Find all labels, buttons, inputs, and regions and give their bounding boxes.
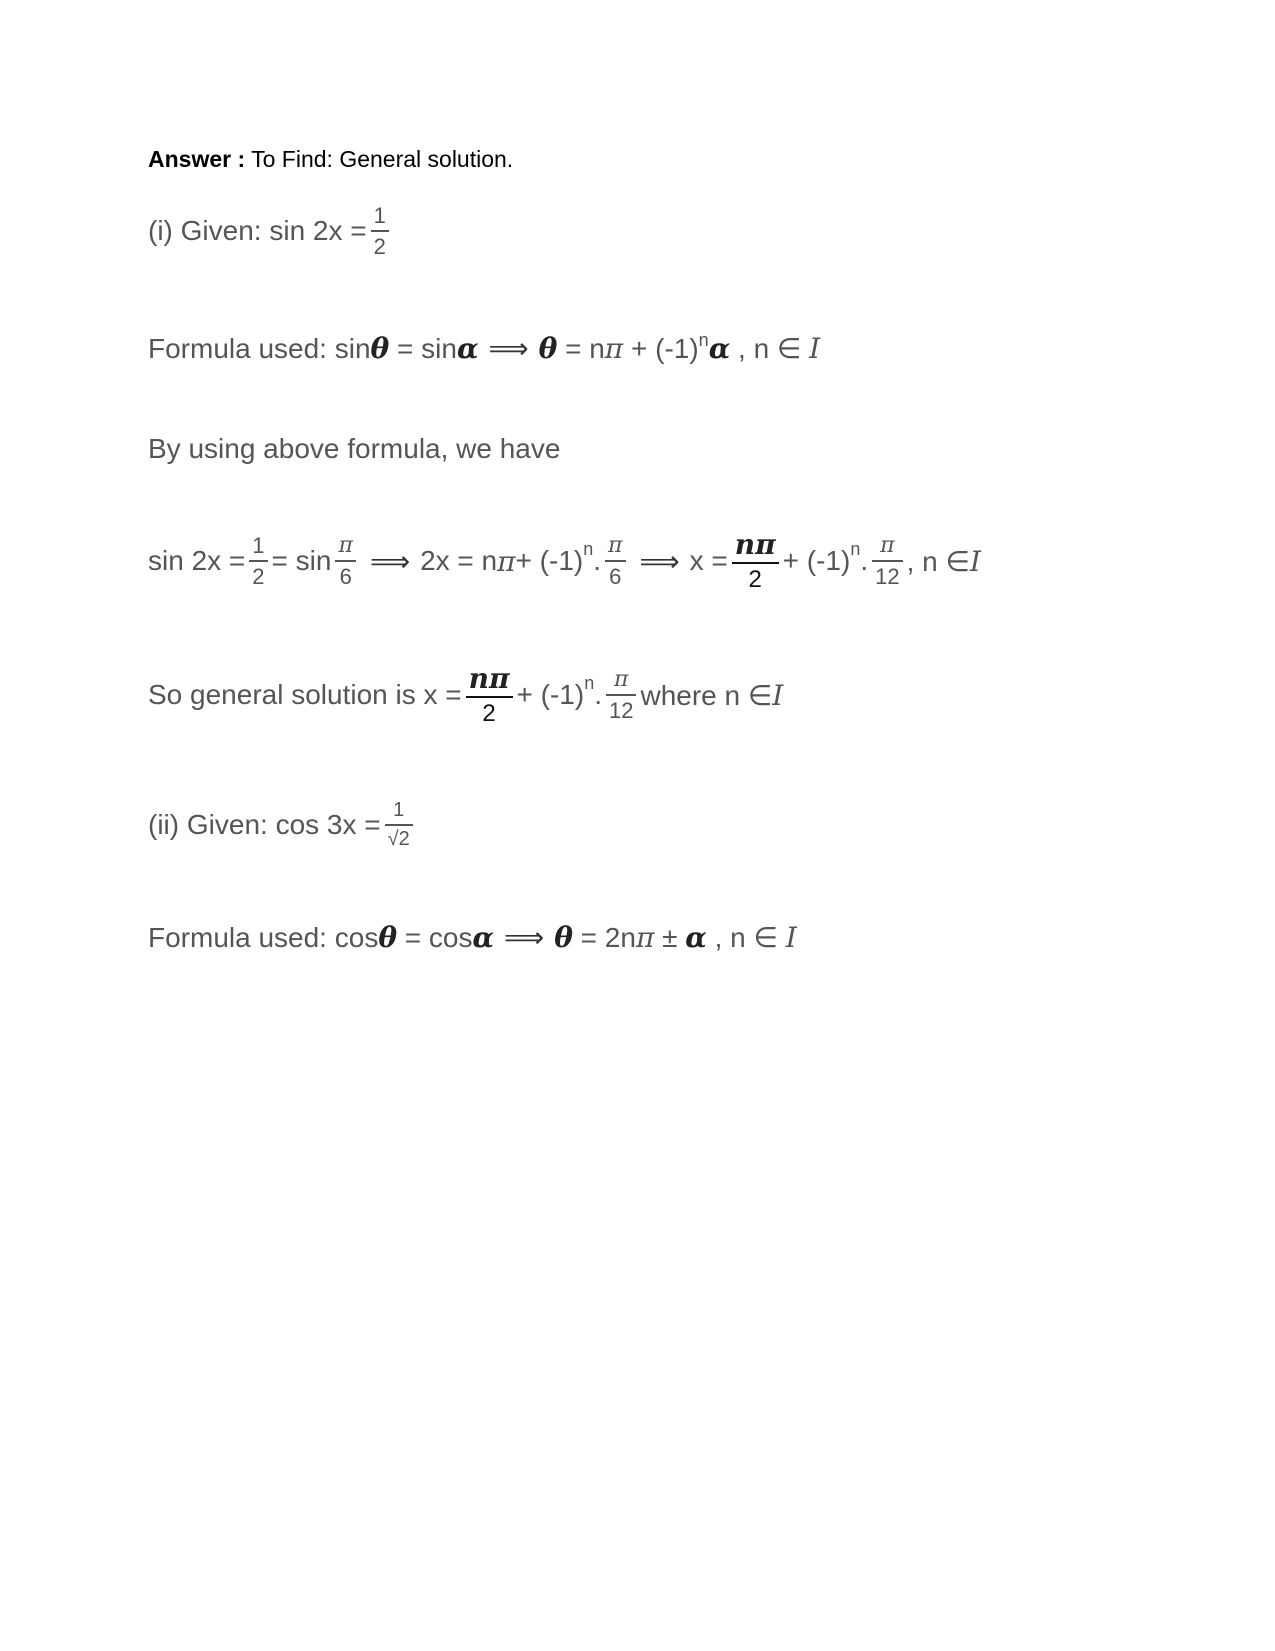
theta-symbol: θ [378,921,398,954]
integers-symbol: I [809,332,821,365]
derivation-text: , n ∈ [906,545,970,577]
superscript: n [584,672,595,693]
answer-header [148,146,513,173]
formula-text: Formula used: cos [148,922,379,953]
frac-denominator: 2 [373,234,386,260]
implies-arrow: ⟹ [639,545,680,577]
frac-denominator: 2 [252,564,265,590]
fraction-npi-over-2 [732,530,779,593]
answer-label: Answer : [148,146,246,172]
frac-bar [605,560,625,562]
frac-numerator: 1 [393,799,405,821]
given-2-fraction [385,800,413,850]
formula-text: = 2n [572,922,636,953]
frac-bar [335,560,355,562]
general-solution-line [148,664,783,727]
alpha-symbol: α [456,332,479,365]
frac-bar [872,560,902,562]
formula-2 [148,921,797,954]
frac-bar [606,694,636,696]
plus-minus-symbol: ± [654,922,686,953]
theta-symbol: θ [554,921,573,954]
frac-numerator: nπ [468,662,510,695]
frac-bar [466,696,513,698]
general-solution-text: + (-1) [516,679,585,711]
frac-numerator: nπ [734,528,776,561]
derivation-text: + (-1) [782,545,851,577]
frac-denominator: 12 [875,564,900,590]
superscript: n [698,330,709,350]
alpha-symbol: α [472,921,495,954]
general-solution-text: So general solution is x = [148,679,462,711]
frac-numerator: π [880,533,895,559]
alpha-symbol: α [708,332,731,365]
general-solution-text: . [594,679,602,711]
frac-numerator: π [613,667,629,693]
formula-text: , n ∈ [730,333,810,364]
pi-symbol: π [604,332,624,365]
given-2 [148,800,417,850]
superscript: n [850,538,861,559]
frac-denominator: 2 [482,700,496,728]
derivation-text: . [860,545,869,577]
pi-symbol: π [635,921,655,954]
given-1-fraction [371,204,389,258]
given-2-text: (ii) Given: cos 3x = [148,809,381,840]
using-formula-text: By using above formula, we have [148,433,561,464]
theta-symbol: θ [370,332,390,365]
formula-text: = n [557,333,605,364]
pi-symbol: π [497,544,516,578]
derivation-text: sin 2x = [148,545,246,577]
frac-numerator: π [608,533,623,559]
integers-symbol: I [785,921,797,954]
alpha-symbol: α [685,921,707,954]
fraction-pi-over-12 [872,534,902,588]
implies-arrow: ⟹ [488,333,529,364]
fraction-npi-over-2 [466,664,513,727]
implies-arrow: ⟹ [504,922,545,953]
formula-text: , n ∈ [706,922,786,953]
derivation-text: + (-1) [515,545,584,577]
derivation-text: = sin [271,545,332,577]
frac-numerator: π [338,533,353,559]
frac-denominator: 6 [609,564,622,590]
frac-bar [371,230,389,232]
frac-bar [732,562,779,564]
derivation-text: x = [689,545,728,577]
formula-text: + (-1) [623,333,699,364]
general-solution-text: where n ∈ [640,679,773,711]
fraction-pi-over-6 [335,534,355,588]
formula-1 [148,332,820,365]
frac-denominator: 2 [748,566,762,594]
integers-symbol: I [969,544,981,578]
given-1 [148,204,393,258]
implies-arrow: ⟹ [369,545,411,577]
fraction-half [249,534,267,588]
frac-bar [249,560,267,562]
frac-denominator: 6 [339,564,352,590]
derivation-text: 2x = n [420,545,498,577]
answer-text: To Find: General solution. [245,146,514,172]
formula-text: Formula used: sin [148,333,371,364]
frac-bar [385,824,413,826]
integers-symbol: I [772,678,784,712]
theta-symbol: θ [538,332,558,365]
derivation-text: . [593,545,602,577]
formula-text: = sin [389,333,457,364]
formula-text: = cos [397,922,473,953]
given-1-text: (i) Given: sin 2x = [148,215,367,247]
fraction-pi-over-12 [606,668,636,722]
superscript: n [583,538,594,559]
frac-denominator: 12 [608,698,634,724]
frac-denominator: √2 [387,828,410,850]
fraction-pi-over-6 [605,534,625,588]
frac-numerator: 1 [373,203,386,228]
frac-numerator: 1 [252,533,265,559]
derivation-line [148,530,981,593]
